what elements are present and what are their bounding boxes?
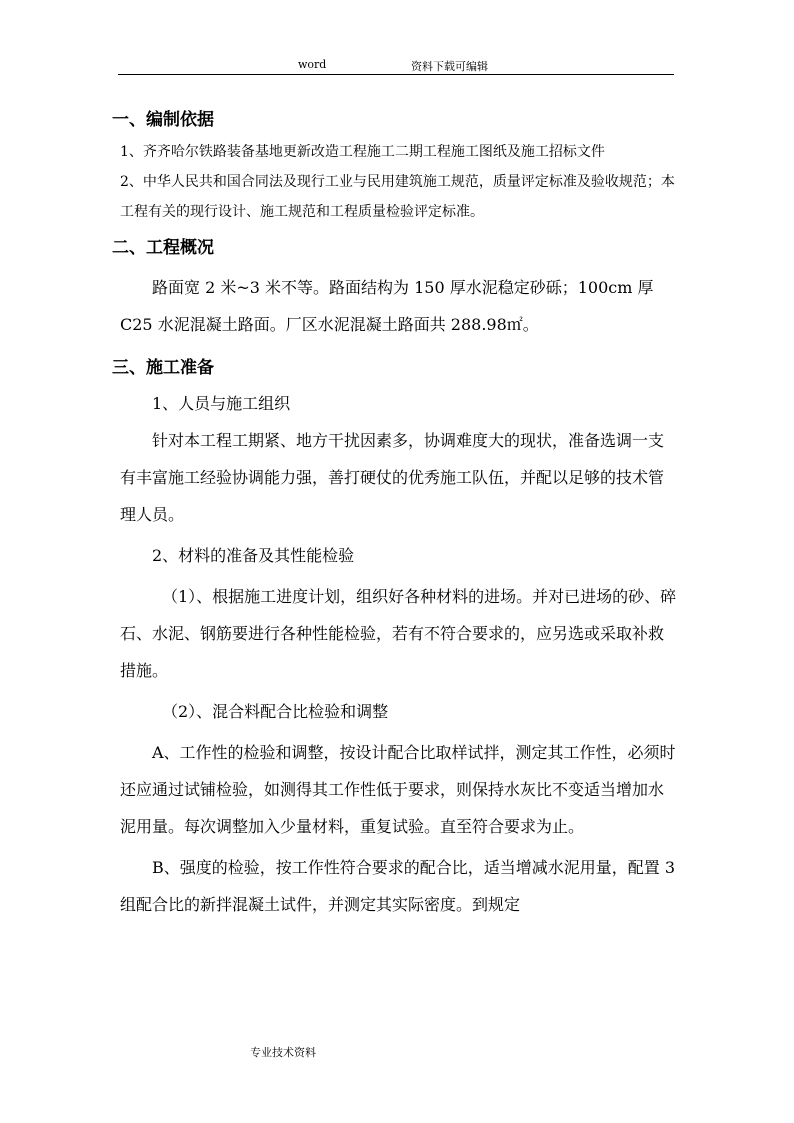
section-3-heading: 三、施工准备 [112,358,214,378]
subsection-materials-heading: 2、材料的准备及其性能检验 [152,546,355,565]
header-word-label: word [298,58,327,71]
subsection-personnel-heading: 1、人员与施工组织 [152,394,291,413]
personnel-text: 针对本工程工期紧、地方干扰因素多，协调难度大的现状，准备选调一支有丰富施工经验协调能力强，善打硬仗的优秀施工队伍，并配以足够的技术管理人员。 [120,431,665,524]
section-1-heading: 一、编制依据 [112,110,214,130]
section-1-item-2: 2、中华人民共和国合同法及现行工业与民用建筑施工规范，质量评定标准及验收规范；本工程有关的现行设计、施工规范和工程质量检验评定标准。 [120,174,675,220]
page-footer: 专业技术资料 [250,1046,316,1059]
project-overview-text: 路面宽 2 米~3 米不等。路面结构为 150 厚水泥稳定砂砾；100cm 厚 C25 水泥混凝土路面。厂区水泥混凝土路面共 288.98㎡。 [120,278,654,334]
materials-item-2: （2）、混合料配合比检验和调整 [162,702,389,721]
page-header [118,56,674,75]
strength-check-text: B、强度的检验，按工作性符合要求的配合比，适当增减水泥用量，配置 3 组配合比的新拌混凝土试件，并测定其实际密度。到规定 [120,858,676,914]
section-2-heading: 二、工程概况 [112,238,214,258]
section-1-item-1: 1、齐齐哈尔铁路装备基地更新改造工程施工二期工程施工图纸及施工招标文件 [120,144,605,160]
header-editable-note: 资料下载可编辑 [411,60,488,73]
materials-item-1: （1）、根据施工进度计划，组织好各种材料的进场。并对已进场的砂、碎石、水泥、钢筋要进行各种性能检验，若有不符合要求的，应另选或采取补救措施。 [120,587,677,680]
document-body [112,103,678,923]
workability-check-text: A、工作性的检验和调整，按设计配合比取样试拌，测定其工作性，必须时还应通过试铺检验，如测得其工作性低于要求，则保持水灰比不变适当增加水泥用量。每次调整加入少量材料，重复试验。直至符合要求为止。 [120,743,676,836]
